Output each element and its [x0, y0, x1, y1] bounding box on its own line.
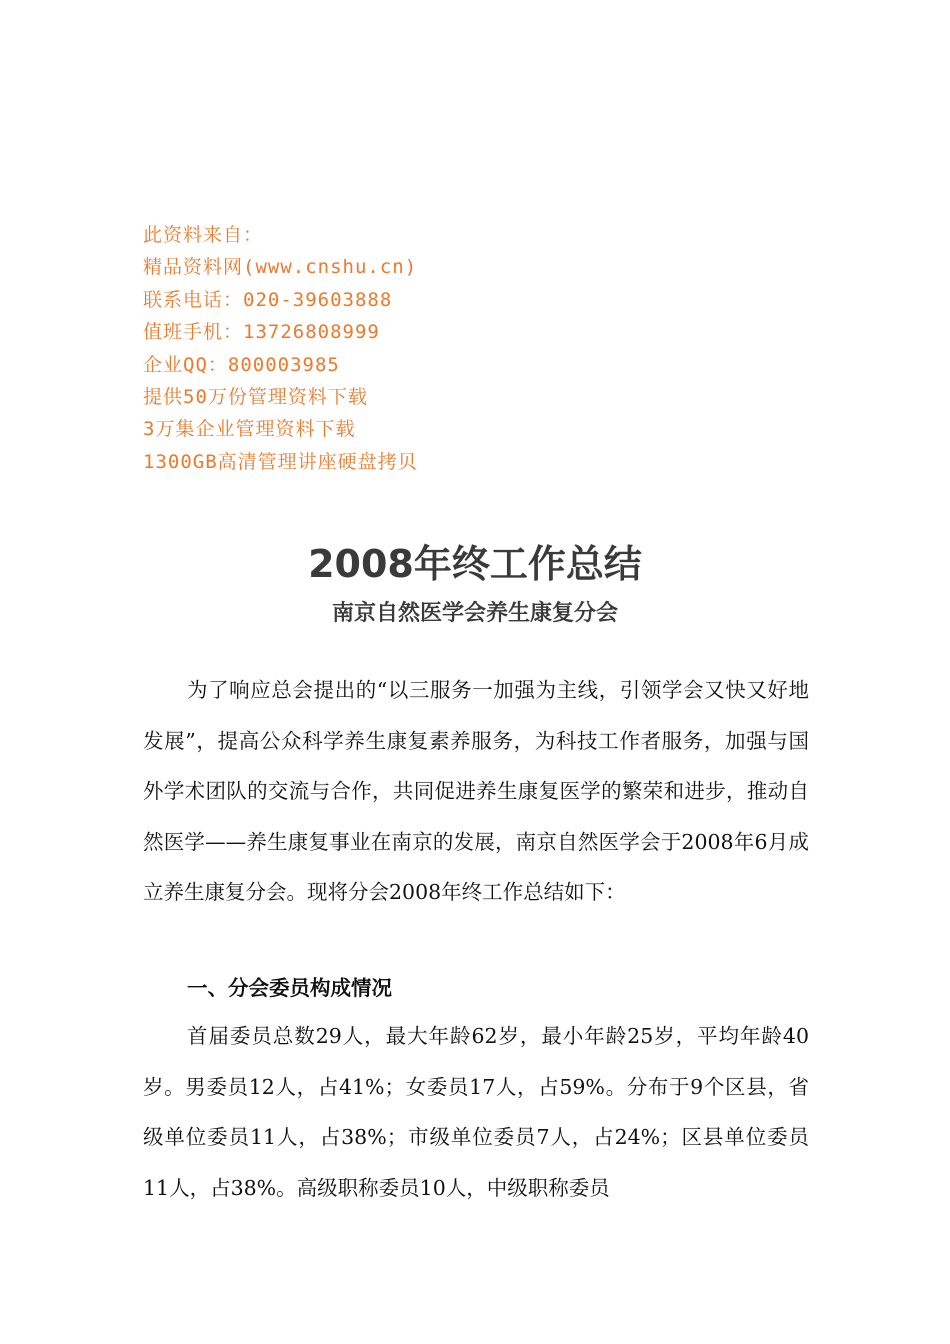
section-paragraph: 首届委员总数29人，最大年龄62岁，最小年龄25岁，平均年龄40岁。男委员12人，占41%；女委员17人，占59%。分布于9个区县，省级单位委员11人，占38%；市级单位委员7人，占24%；区县单位委员11人，占38%。高级职称委员10人，中级职称委员: [143, 1024, 809, 1200]
source-info-block: [143, 219, 643, 478]
website-line: 精品资料网(www.cnshu.cn): [143, 256, 418, 279]
phone-line: 联系电话：020-39603888: [143, 288, 393, 311]
mobile-line: 值班手机：13726808999: [143, 321, 380, 344]
section-heading: 一、分会委员构成情况: [187, 976, 392, 1000]
qq-line: 企业QQ：800003985: [143, 353, 340, 376]
source-line: 此资料来自：: [143, 224, 264, 246]
document-title: 2008年终工作总结: [308, 542, 642, 586]
promo-line-1: 提供50万份管理资料下载: [143, 385, 368, 408]
promo-line-3: 1300GB高清管理讲座硬盘拷贝: [143, 450, 418, 473]
promo-line-2: 3万集企业管理资料下载: [143, 418, 356, 441]
document-subtitle: 南京自然医学会养生康复分会: [331, 601, 618, 626]
intro-paragraph: 为了响应总会提出的“以三服务一加强为主线，引领学会又快又好地发展”，提高公众科学养生康复素养服务，为科技工作者服务，加强与国外学术团队的交流与合作，共同促进养生康复医学的繁荣和进步，推动自然医学——养生康复事业在南京的发展，南京自然医学会于2008年6月成立养生康复分会。现将分会2008年终工作总结如下：: [143, 678, 809, 904]
